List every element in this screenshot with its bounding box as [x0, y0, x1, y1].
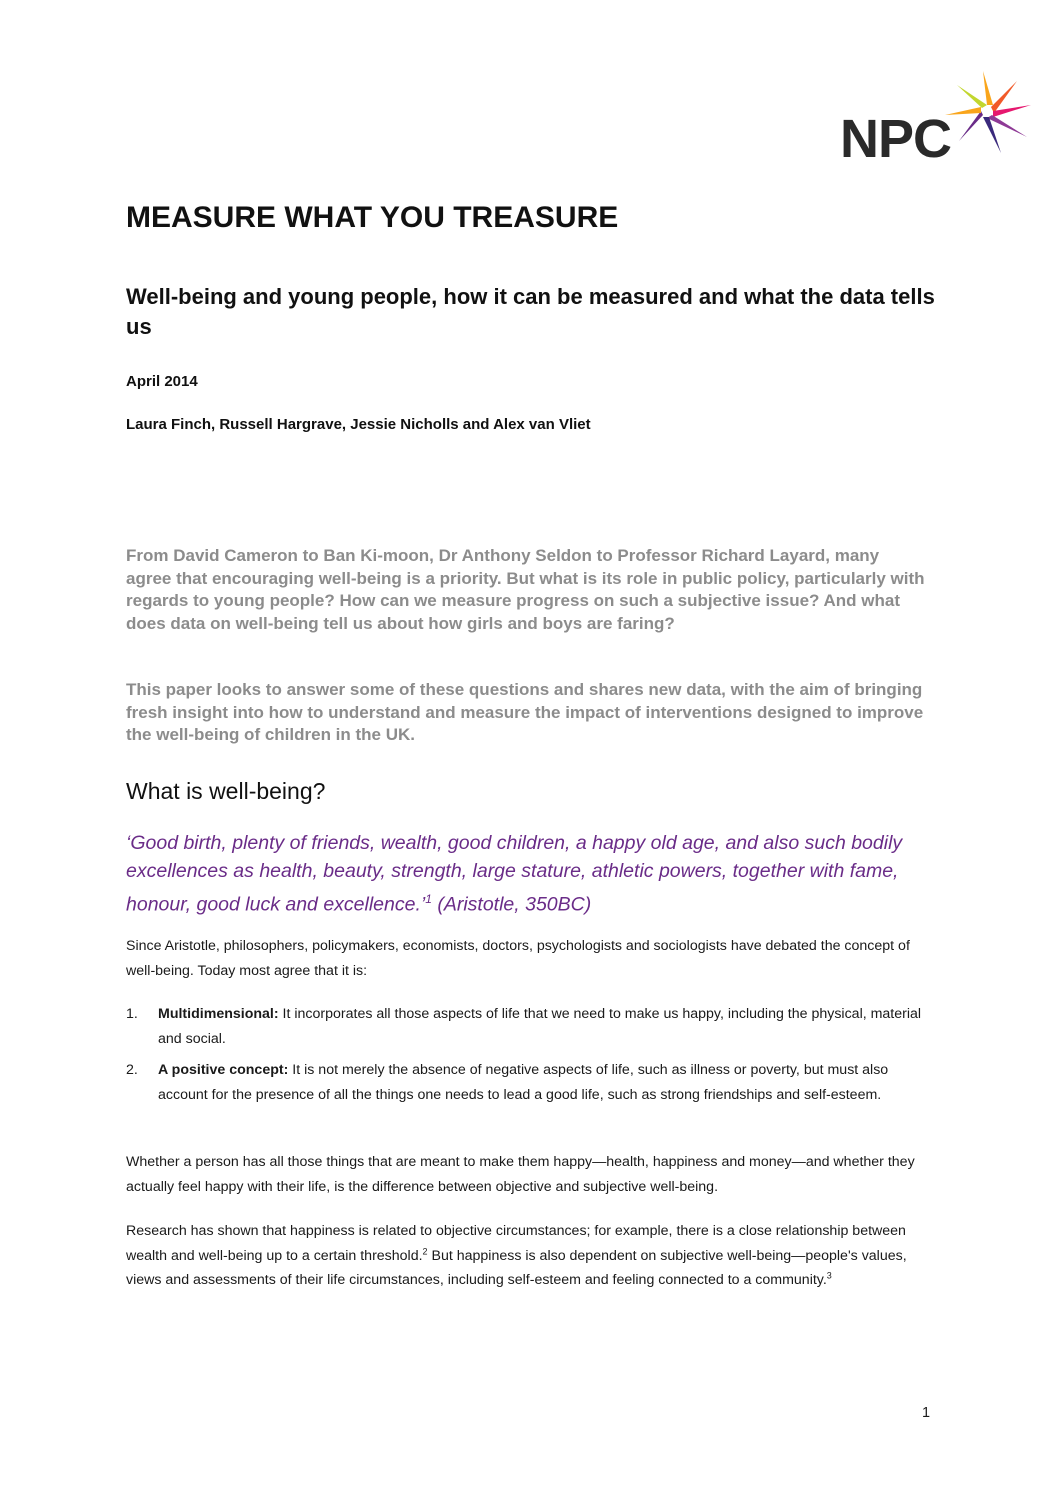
page-number: 1 [922, 1405, 931, 1421]
logo-text: NPC [840, 109, 952, 169]
paragraph-text: But happiness is also dependent on subjective well-being—people's values, views and assessments of their life circumstances, including self-esteem and feeling connected to a community. [126, 1247, 907, 1288]
list-text: It incorporates all those aspects of life that we need to make us happy, including the physical, material and social. [158, 1006, 922, 1047]
list-number: 1. [126, 1006, 138, 1022]
definition-list [126, 1002, 926, 1114]
body-paragraph: Whether a person has all those things that are meant to make them happy—health, happiness and money—and whether they actually feel happy with their life, is the difference between objective and subjective well-being. [126, 1154, 915, 1195]
section-heading: What is well-being? [126, 778, 326, 804]
list-item [126, 1002, 926, 1051]
footnote-marker: 2 [422, 1245, 428, 1256]
list-term: Multidimensional: [158, 1006, 279, 1022]
publication-date: April 2014 [126, 373, 198, 390]
list-item [126, 1058, 926, 1107]
intro-paragraph: From David Cameron to Ban Ki-moon, Dr Anthony Seldon to Professor Richard Layard, many agree that encouraging well-being is a priority. But what is its role in public policy, particularly with regards to young people? How can we measure progress on such a subjective issue? And what does data on well-being tell us about how girls and boys are faring? [126, 546, 925, 633]
list-number: 2. [126, 1062, 138, 1078]
intro-paragraph: This paper looks to answer some of these questions and shares new data, with the aim of bringing fresh insight into how to understand and measure the impact of interventions designed to improve the well-being of children in the UK. [126, 680, 924, 744]
document-subtitle: Well-being and young people, how it can be measured and what the data tells us [126, 284, 935, 339]
body-paragraph: Since Aristotle, philosophers, policymakers, economists, doctors, psychologists and sociologists have debated the concept of well-being. Today most agree that it is: [126, 938, 910, 979]
quote-attribution: (Aristotle, 350BC) [431, 893, 592, 916]
aristotle-quote [126, 829, 946, 919]
list-term: A positive concept: [158, 1062, 289, 1078]
paragraph-text: Research has shown that happiness is related to objective circumstances; for example, there is a close relationship between wealth and well-being up to a certain threshold. [126, 1223, 906, 1264]
footnote-marker: 1 [425, 892, 432, 906]
footnote-marker: 3 [826, 1270, 832, 1281]
authors: Laura Finch, Russell Hargrave, Jessie Nicholls and Alex van Vliet [126, 416, 591, 433]
quote-text: ‘Good birth, plenty of friends, wealth, good children, a happy old age, and also such bodily excellences as health, beauty, strength, large stature, athletic powers, together with fame, honour, good luck and excellence.’ [126, 832, 903, 916]
body-paragraph [126, 1219, 926, 1293]
list-text: It is not merely the absence of negative aspects of life, such as illness or poverty, but must also account for the presence of all the things one needs to lead a good life, such as strong friendships and self-esteem. [158, 1062, 889, 1103]
npc-logo [838, 66, 1038, 176]
star-logo-icon [942, 66, 1032, 156]
document-title: MEASURE WHAT YOU TREASURE [126, 201, 619, 234]
